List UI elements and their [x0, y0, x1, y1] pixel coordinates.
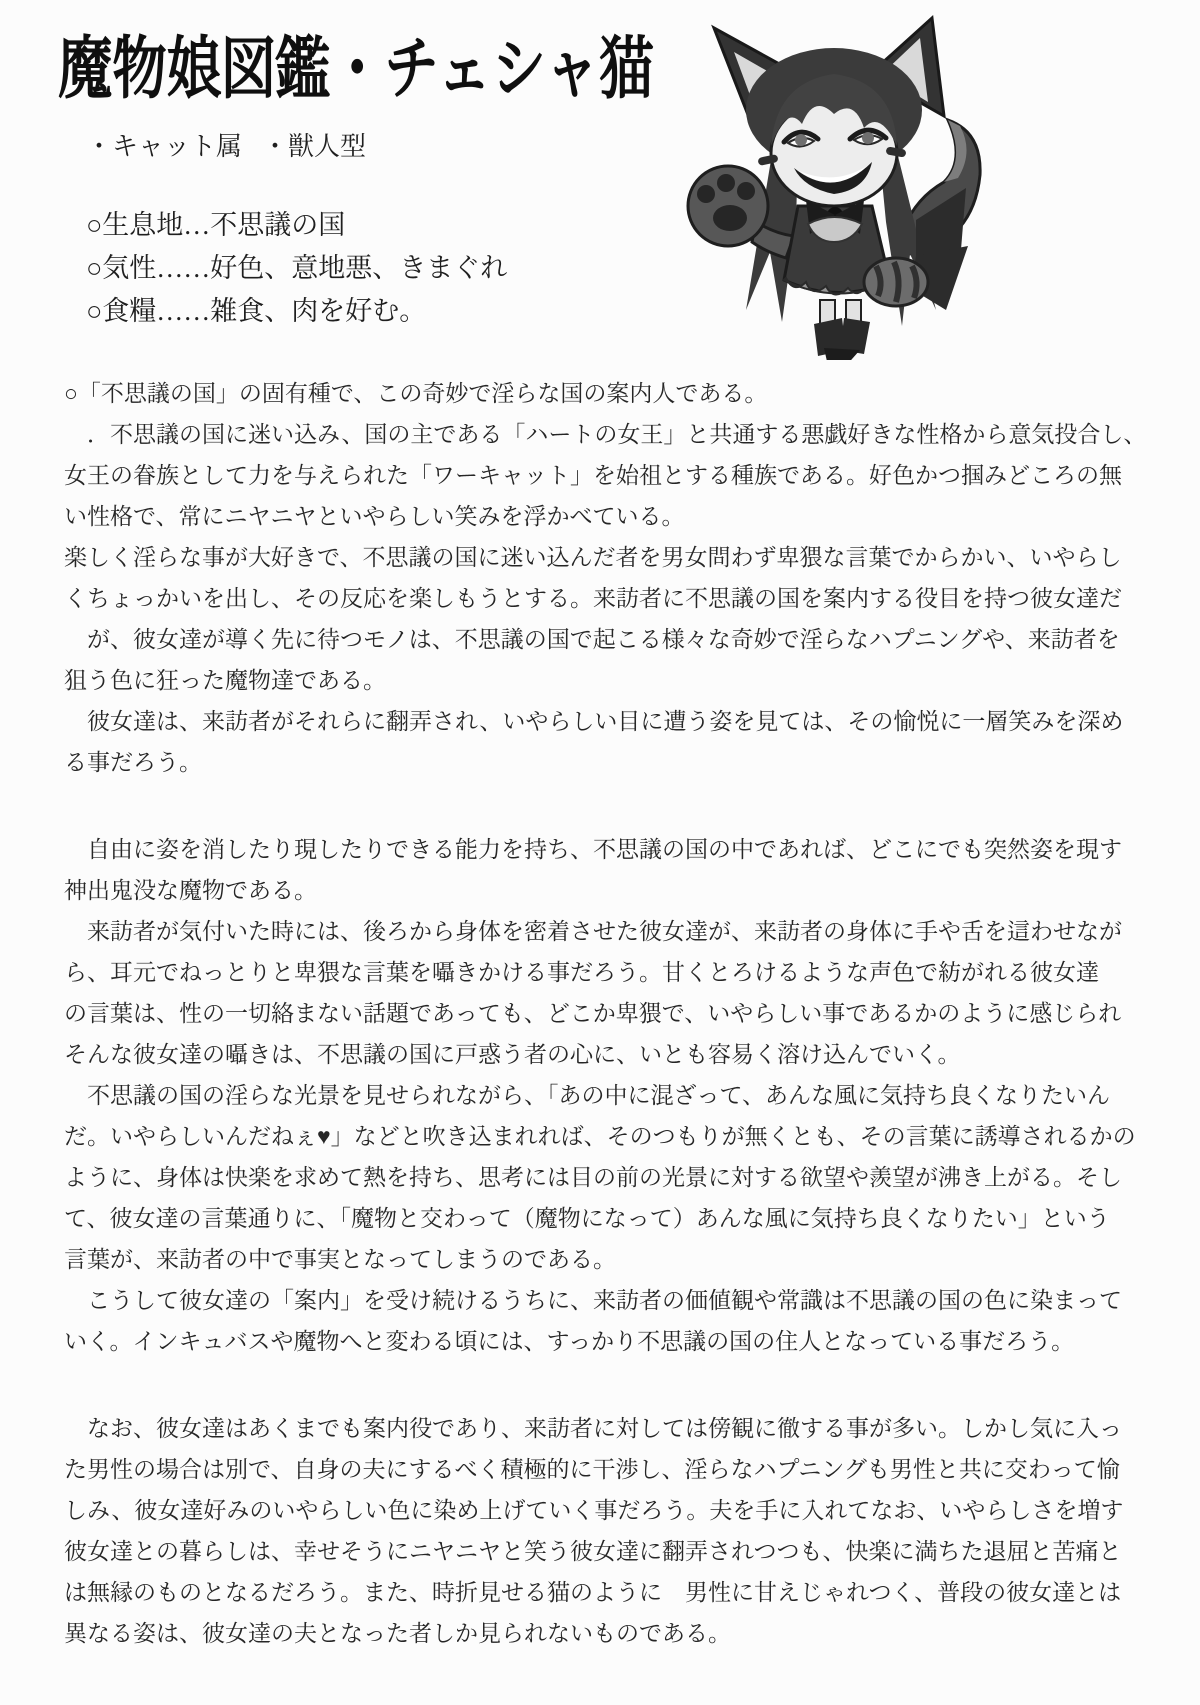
paragraph-block: [64, 829, 1156, 1362]
text-line: 自由に姿を消したり現したりできる能力を持ち、不思議の国の中であれば、どこにでも突然姿を現す: [64, 837, 1122, 862]
type-item: ・獣人型: [262, 132, 367, 161]
text-line: しみ、彼女達好みのいやらしい色に染め上げていく事だろう。夫を手に入れてなお、いやらしさを増す: [64, 1498, 1124, 1523]
cat-girl-drawing-icon: [648, 10, 1068, 360]
text-line: い性格で、常にニヤニヤといやらしい笑みを浮かべている。: [64, 504, 685, 529]
text-line: 女王の眷族として力を与えられた「ワーキャット」を始祖とする種族である。好色かつ掴みどころの無: [64, 463, 1122, 488]
text-line: いく。インキュバスや魔物へと変わる頃には、すっかり不思議の国の住人となっている事だろう。: [64, 1329, 1075, 1354]
text-line: 不思議の国の淫らな光景を見せられながら、「あの中に混ざって、あんな風に気持ち良くなりたいん: [64, 1083, 1111, 1108]
text-line: 狙う色に狂った魔物達である。: [64, 668, 386, 693]
text-line: 異なる姿は、彼女達の夫となった者しか見られないものである。: [64, 1621, 731, 1646]
cheshire-cat-girl-illustration: [648, 10, 1068, 360]
text-line: なお、彼女達はあくまでも案内役であり、来訪者に対しては傍観に徹する事が多い。しかし気に入っ: [64, 1416, 1122, 1441]
stat-line: ○食糧……雑食、肉を好む。: [86, 296, 427, 326]
text-line: 来訪者が気付いた時には、後ろから身体を密着させた彼女達が、来訪者の身体に手や舌を這わせなが: [64, 919, 1122, 944]
text-line: が、彼女達が導く先に待つモノは、不思議の国で起こる様々な奇妙で淫らなハプニングや、来訪者を: [64, 627, 1120, 652]
text-line: 言葉が、来訪者の中で事実となってしまうのである。: [64, 1247, 616, 1272]
text-line: そんな彼女達の囁きは、不思議の国に戸惑う者の心に、いとも容易く溶け込んでいく。: [64, 1042, 961, 1067]
text-line: くちょっかいを出し、その反応を楽しもうとする。来訪者に不思議の国を案内する役目を持つ彼女達だ: [64, 586, 1122, 611]
text-line: る事だろう。: [64, 750, 202, 775]
text-line: は無縁のものとなるだろう。また、時折見せる猫のように 男性に甘えじゃれつく、普段の彼女達とは: [64, 1580, 1122, 1605]
species-type-line: [86, 126, 366, 163]
text-line: た男性の場合は別で、自身の夫にするべく積極的に干渉し、淫らなハプニングも男性と共に交わって愉: [64, 1457, 1120, 1482]
text-line: ら、耳元でねっとりと卑猥な言葉を囁きかける事だろう。甘くとろけるような声色で紡がれる彼女達: [64, 960, 1099, 985]
body-text: [64, 373, 1156, 1654]
text-line: ○「不思議の国」の固有種で、この奇妙で淫らな国の案内人である。: [64, 381, 768, 406]
text-line: 楽しく淫らな事が大好きで、不思議の国に迷い込んだ者を男女問わず卑猥な言葉でからかい、いやらし: [64, 545, 1122, 570]
text-line: ように、身体は快楽を求めて熱を持ち、思考には目の前の光景に対する欲望や羨望が沸き上がる。そし: [64, 1165, 1122, 1190]
text-line: だ。いやらしいんだねぇ♥」などと吹き込まれれば、そのつもりが無くとも、その言葉に誘導されるかの: [64, 1124, 1136, 1149]
paragraph-block: [64, 373, 1156, 783]
text-line: 神出鬼没な魔物である。: [64, 878, 317, 903]
text-line: の言葉は、性の一切絡まない話題であっても、どこか卑猥で、いやらしい事であるかのように感じられ: [64, 1001, 1122, 1026]
stats-list: [86, 204, 507, 333]
paragraph-block: [64, 1408, 1156, 1654]
stat-line: ○生息地…不思議の国: [86, 210, 346, 240]
page-title: 魔物娘図鑑・チェシャ猫: [58, 31, 654, 107]
type-item: ・キャット属: [86, 132, 243, 161]
text-line: ．不思議の国に迷い込み、国の主である「ハートの女王」と共通する悪戯好きな性格から意気投合し、: [64, 422, 1147, 447]
text-line: 彼女達は、来訪者がそれらに翻弄され、いやらしい目に遭う姿を見ては、その愉悦に一層笑みを深め: [64, 709, 1124, 734]
stat-line: ○気性……好色、意地悪、きまぐれ: [86, 253, 508, 283]
text-line: こうして彼女達の「案内」を受け続けるうちに、来訪者の価値観や常識は不思議の国の色に染まって: [64, 1288, 1122, 1313]
text-line: て、彼女達の言葉通りに、「魔物と交わって（魔物になって）あんな風に気持ち良くなりたい」という: [64, 1206, 1110, 1231]
text-line: 彼女達との暮らしは、幸せそうにニヤニヤと笑う彼女達に翻弄されつつも、快楽に満ちた退屈と苦痛と: [64, 1539, 1122, 1564]
